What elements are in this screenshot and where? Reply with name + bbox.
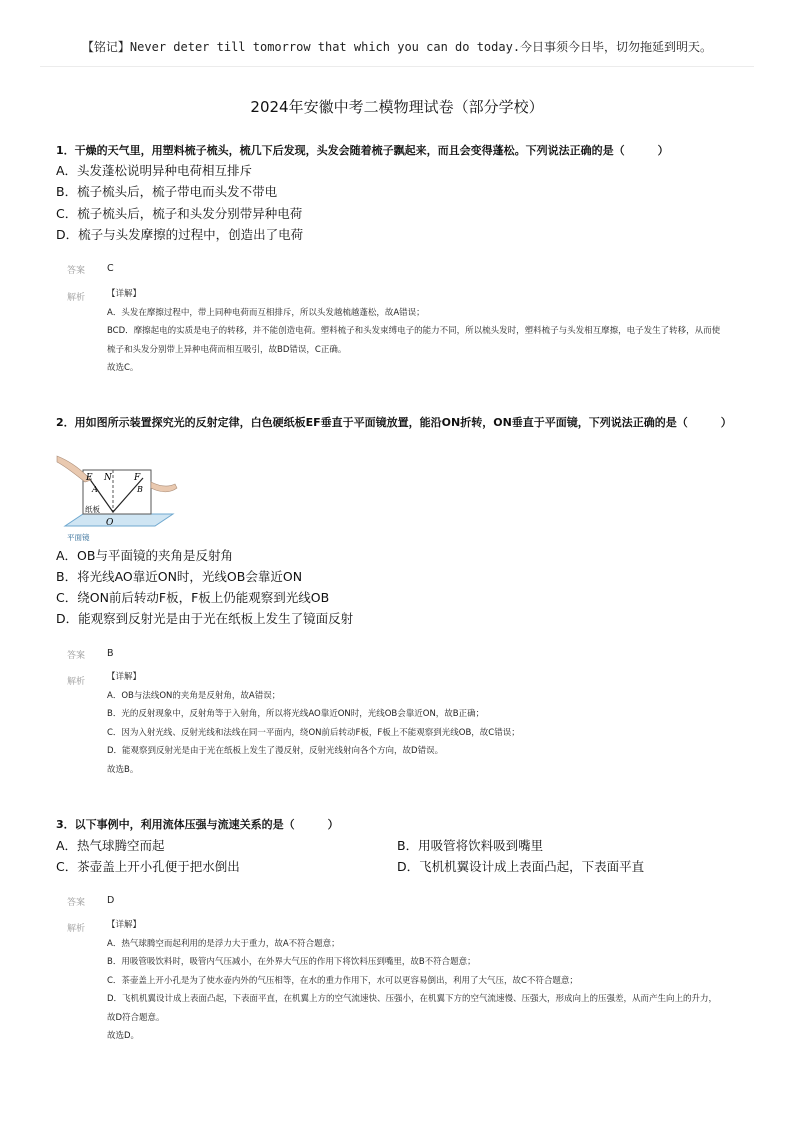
question-1-option-d: D．梳子与头发摩擦的过程中，创造出了电荷 — [56, 227, 304, 242]
question-1-answer-label: 答案 — [67, 266, 86, 276]
label-n: N — [104, 473, 112, 483]
analysis-line: A．头发在摩擦过程中，带上同种电荷而互相排斥，所以头发越梳越蓬松，故A错误； — [107, 307, 425, 318]
question-2-option-c: C．绕ON前后转动F板，F板上仍能观察到光线OB — [56, 590, 330, 605]
question-2-stem: 2．用如图所示装置探究光的反射定律，白色硬纸板EF垂直于平面镜放置，能沿ON折转，ON垂直于平面镜，下列说法正确的是（ ） — [56, 416, 732, 429]
question-2-option-a: A．OB与平面镜的夹角是反射角 — [56, 548, 233, 563]
question-3-stem: 3．以下事例中，利用流体压强与流速关系的是（ ） — [56, 818, 339, 831]
analysis-line: 【详解】 — [107, 289, 142, 299]
question-3-option-a: A．热气球腾空而起 — [56, 838, 165, 853]
analysis-line: 【详解】 — [107, 920, 142, 930]
analysis-line: 故选C。 — [107, 363, 139, 373]
analysis-line: D．飞机机翼设计成上表面凸起，下表面平直，在机翼上方的空气流速快、压强小，在机翼下方的空气流速慢、压强大，形成向上的压强差，从而产生向上的升力，故D符合题意。 — [107, 994, 718, 1023]
question-3-option-d: D．飞机机翼设计成上表面凸起，下表面平直 — [397, 859, 645, 874]
question-1-option-a: A．头发蓬松说明异种电荷相互排斥 — [56, 163, 253, 178]
question-3-option-b: B．用吸管将饮料吸到嘴里 — [397, 838, 544, 853]
question-1-answer: C — [107, 263, 114, 274]
question-1-option-c: C．梳子梳头后，梳子和头发分别带异种电荷 — [56, 206, 303, 221]
label-plane-mirror: 平面镜 — [67, 533, 90, 542]
header-divider — [40, 66, 754, 67]
header-motto: 【铭记】Never deter till tomorrow that which you can do today.今日事须今日毕，切勿拖延到明天。 — [81, 40, 713, 54]
analysis-line: 【详解】 — [107, 672, 142, 682]
analysis-line: B．光的反射现象中，反射角等于入射角，所以将光线AO靠近ON时，光线OB会靠近ON，故B正确； — [107, 709, 485, 719]
question-1-option-b: B．梳子梳头后，梳子带电而头发不带电 — [56, 184, 278, 199]
question-3-answer: D — [107, 895, 115, 906]
analysis-line: C．茶壶盖上开小孔是为了使水壶内外的气压相等，在水的重力作用下，水可以更容易倒出，利用了大气压，故C不符合题意； — [107, 975, 578, 986]
question-2-answer-label: 答案 — [67, 651, 86, 661]
label-a: A — [92, 485, 98, 494]
reflection-apparatus-figure — [55, 452, 180, 544]
label-e: E — [86, 473, 93, 483]
analysis-line: B．用吸管吸饮料时，吸管内气压减小，在外界大气压的作用下将饮料压到嘴里，故B不符合题意； — [107, 957, 476, 967]
page-title: 2024年安徽中考二模物理试卷（部分学校） — [250, 98, 544, 116]
label-paper-board: 纸板 — [85, 505, 100, 514]
question-2-option-d: D．能观察到反射光是由于光在纸板上发生了镜面反射 — [56, 611, 354, 626]
question-1-analysis — [107, 285, 722, 378]
question-2-analysis — [107, 668, 722, 779]
label-o: O — [106, 518, 114, 528]
analysis-line: BCD．摩擦起电的实质是电子的转移，并不能创造电荷。塑料梳子和头发束缚电子的能力不同，所以梳头发时，塑料梳子与头发相互摩擦，电子发生了转移，从而使梳子和头发分别带上异种电荷而相互吸引，故BD错误，C正确。 — [107, 326, 721, 355]
question-2-option-b: B．将光线AO靠近ON时，光线OB会靠近ON — [56, 569, 303, 584]
question-2-analysis-label: 解析 — [67, 677, 86, 687]
question-1-stem: 1．干燥的天气里，用塑料梳子梳头，梳几下后发现，头发会随着梳子飘起来，而且会变得蓬松。下列说法正确的是（ ） — [56, 144, 669, 157]
analysis-line: A．热气球腾空而起利用的是浮力大于重力，故A不符合题意； — [107, 938, 340, 949]
plane-mirror — [65, 514, 173, 526]
analysis-line: 故选D。 — [107, 1031, 140, 1041]
label-b: B — [137, 485, 143, 494]
label-f: F — [134, 473, 141, 483]
analysis-line: D．能观察到反射光是由于光在纸板上发生了漫反射，反射光线射向各个方向，故D错误。 — [107, 746, 444, 756]
question-1-analysis-label: 解析 — [67, 293, 86, 303]
question-2-answer: B — [107, 648, 114, 659]
question-3-analysis-label: 解析 — [67, 924, 86, 934]
hand-right-icon — [151, 482, 177, 492]
analysis-line: C．因为入射光线、反射光线和法线在同一平面内，绕ON前后转动F板，F板上不能观察到光线OB，故C错误； — [107, 727, 520, 738]
question-3-analysis — [107, 916, 722, 1046]
question-3-answer-label: 答案 — [67, 898, 86, 908]
question-3-option-c: C．茶壶盖上开小孔便于把水倒出 — [56, 859, 240, 874]
analysis-line: A．OB与法线ON的夹角是反射角，故A错误； — [107, 690, 281, 701]
analysis-line: 故选B。 — [107, 764, 139, 775]
